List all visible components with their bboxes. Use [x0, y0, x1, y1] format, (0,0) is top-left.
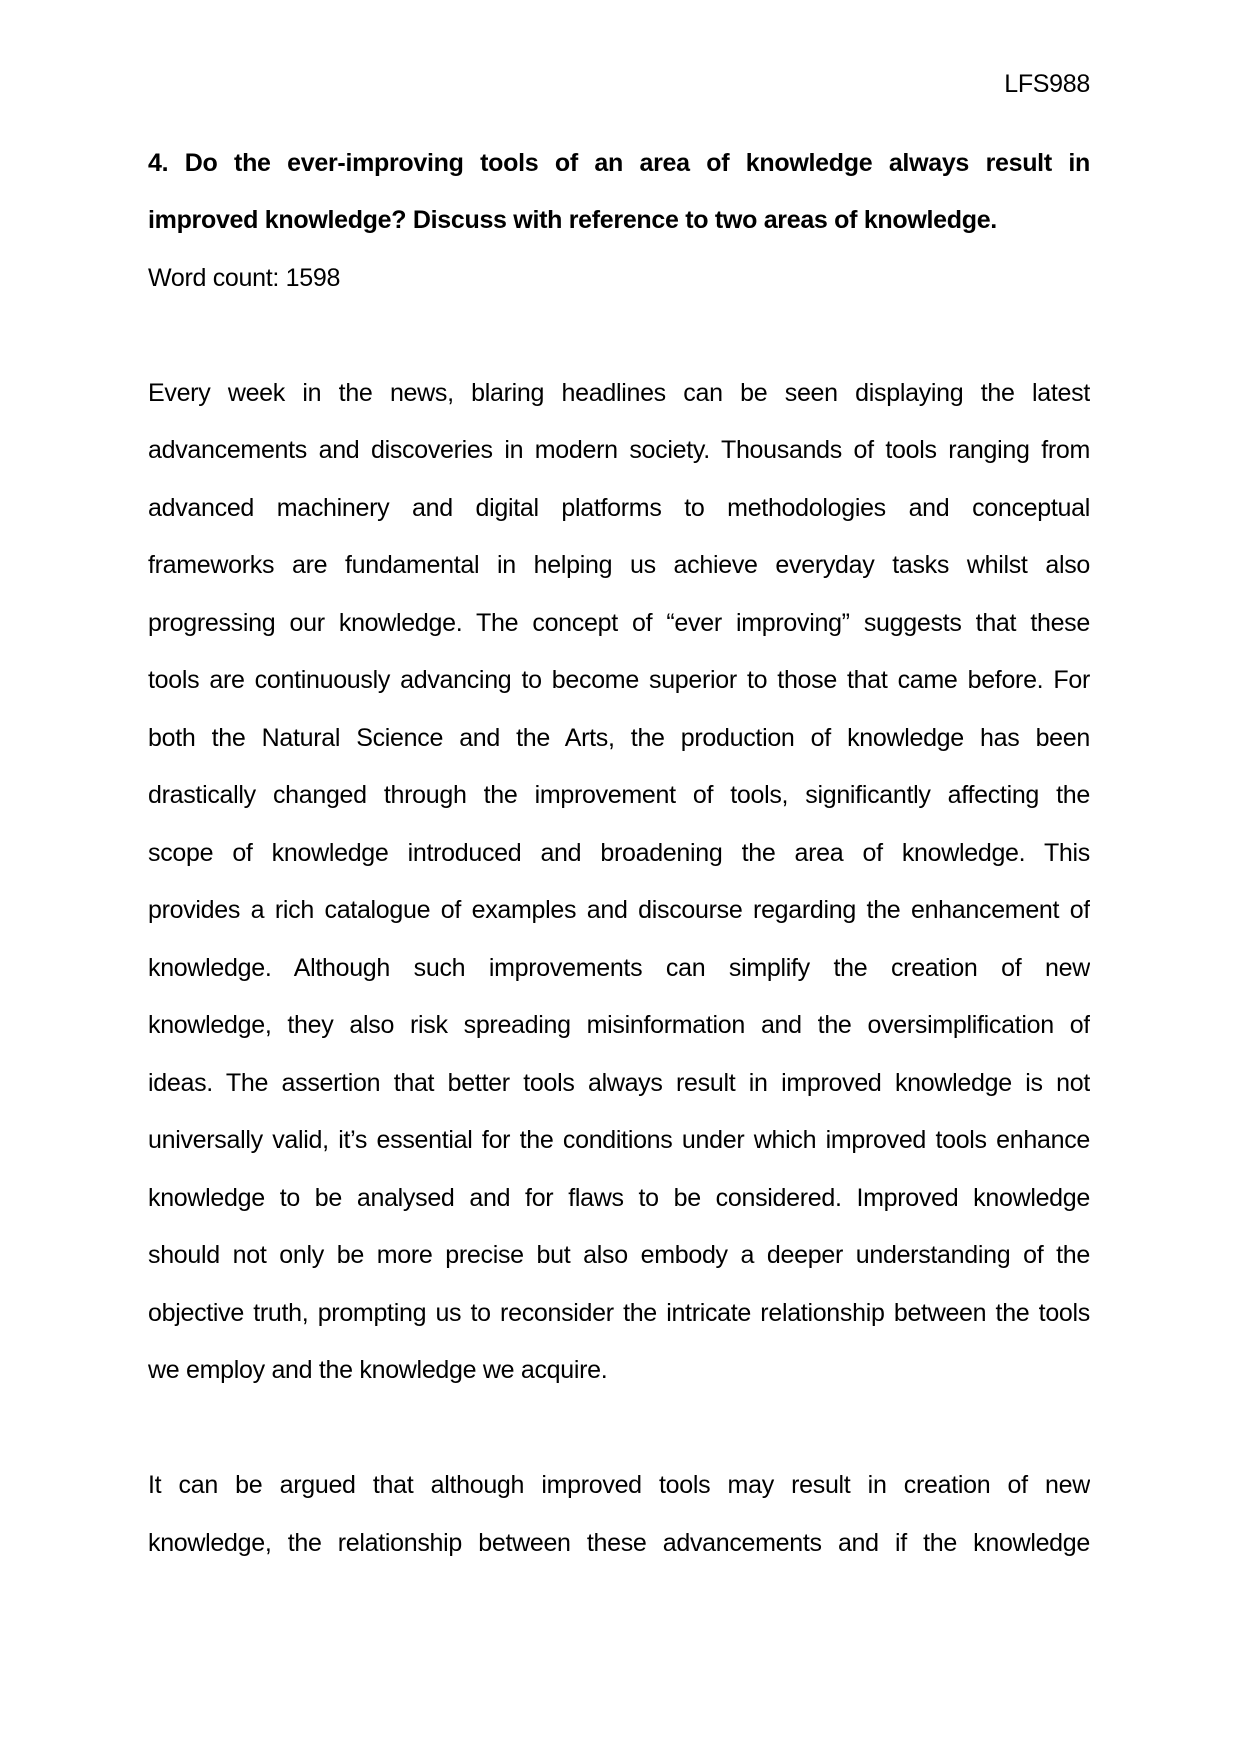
- body-line: It can be argued that although improved tools may result in creation of new: [148, 1471, 1090, 1499]
- body-line: drastically changed through the improvement of tools, significantly affecting the: [148, 781, 1090, 809]
- body-line: universally valid, it’s essential for the conditions under which improved tools enhance: [148, 1126, 1090, 1154]
- paragraph-2: [148, 1457, 1090, 1572]
- body-line: we employ and the knowledge we acquire.: [148, 1356, 608, 1384]
- header-course-code: LFS988: [1004, 70, 1090, 98]
- body-line: tools are continuously advancing to become superior to those that came before. For: [148, 666, 1090, 694]
- body-line: should not only be more precise but also embody a deeper understanding of the: [148, 1241, 1090, 1269]
- body-line: advancements and discoveries in modern society. Thousands of tools ranging from: [148, 436, 1090, 464]
- body-line: progressing our knowledge. The concept of “ever improving” suggests that these: [148, 608, 1090, 637]
- body-line: knowledge, they also risk spreading misinformation and the oversimplification of: [148, 1011, 1090, 1039]
- title-line-1: 4. Do the ever-improving tools of an area of knowledge always result in: [148, 148, 1090, 177]
- body-line: advanced machinery and digital platforms to methodologies and conceptual: [148, 493, 1090, 522]
- essay-question-title: [148, 135, 1090, 250]
- title-line-2: improved knowledge? Discuss with reference to two areas of knowledge.: [148, 206, 997, 234]
- body-line: objective truth, prompting us to reconsider the intricate relationship between the tools: [148, 1298, 1090, 1327]
- word-count: Word count: 1598: [148, 263, 341, 292]
- body-line: Every week in the news, blaring headlines can be seen displaying the latest: [148, 378, 1090, 407]
- body-line: knowledge to be analysed and for flaws to be considered. Improved knowledge: [148, 1183, 1090, 1212]
- body-line: scope of knowledge introduced and broadening the area of knowledge. This: [148, 838, 1090, 867]
- body-line: knowledge. Although such improvements can simplify the creation of new: [148, 953, 1090, 982]
- body-line: knowledge, the relationship between these advancements and if the knowledge: [148, 1528, 1090, 1557]
- body-line: ideas. The assertion that better tools always result in improved knowledge is not: [148, 1068, 1090, 1097]
- body-line: provides a rich catalogue of examples and discourse regarding the enhancement of: [148, 896, 1090, 924]
- paragraph-1: [148, 365, 1090, 1400]
- body-line: frameworks are fundamental in helping us achieve everyday tasks whilst also: [148, 551, 1090, 579]
- body-line: both the Natural Science and the Arts, the production of knowledge has been: [148, 723, 1090, 752]
